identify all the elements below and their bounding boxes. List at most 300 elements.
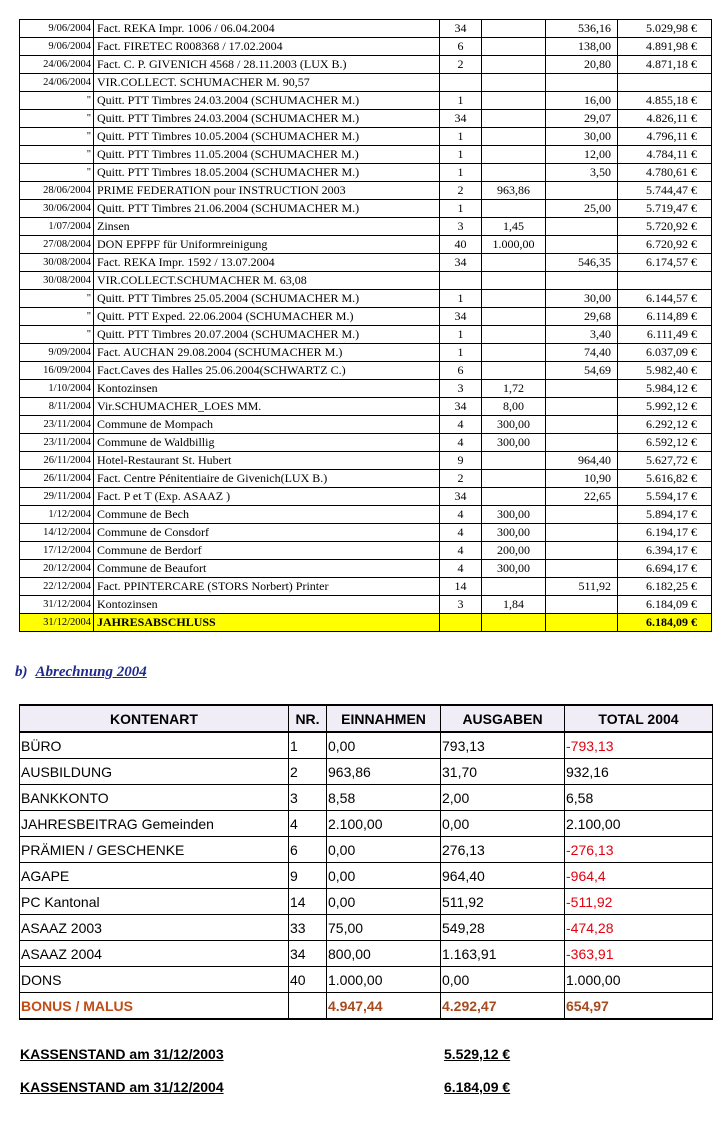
ledger-income xyxy=(482,38,546,56)
ledger-date: 30/08/2004 xyxy=(20,272,94,290)
table-row xyxy=(20,542,712,560)
ledger-income xyxy=(482,614,546,632)
ledger-description: VIR.COLLECT. SCHUMACHER M. 90,57 xyxy=(94,74,440,92)
ledger-description: Fact. AUCHAN 29.08.2004 (SCHUMACHER M.) xyxy=(94,344,440,362)
ledger-date: 9/09/2004 xyxy=(20,344,94,362)
table-row xyxy=(20,578,712,596)
ledger-balance: 5.984,12 € xyxy=(618,380,712,398)
summary-einnahmen: 0,00 xyxy=(327,889,441,915)
ledger-balance: 4.871,18 € xyxy=(618,56,712,74)
summary-einnahmen: 0,00 xyxy=(327,863,441,889)
summary-total: -964,4 xyxy=(565,863,713,889)
ledger-balance: 4.826,11 € xyxy=(618,110,712,128)
summary-nr: 33 xyxy=(289,915,327,941)
table-row xyxy=(20,488,712,506)
summary-kontenart: PRÄMIEN / GESCHENKE xyxy=(20,837,289,863)
ledger-description: Fact.Caves des Halles 25.06.2004(SCHWARTZ C.) xyxy=(94,362,440,380)
ledger-description: Quitt. PTT Timbres 24.03.2004 (SCHUMACHER M.) xyxy=(94,92,440,110)
ledger-account-nr: 1 xyxy=(440,164,482,182)
ledger-description: Quitt. PTT Timbres 10.05.2004 (SCHUMACHER M.) xyxy=(94,128,440,146)
ledger-balance: 6.292,12 € xyxy=(618,416,712,434)
ledger-income xyxy=(482,146,546,164)
ledger-income xyxy=(482,200,546,218)
ledger-description: Vir.SCHUMACHER_LOES MM. xyxy=(94,398,440,416)
bonus-nr xyxy=(289,993,327,1020)
ledger-expense: 54,69 xyxy=(546,362,618,380)
table-row xyxy=(20,596,712,614)
ledger-date: 23/11/2004 xyxy=(20,434,94,452)
ledger-date: 29/11/2004 xyxy=(20,488,94,506)
kassenstand-value: 6.184,09 € xyxy=(444,1079,511,1095)
table-row xyxy=(20,74,712,92)
ledger-account-nr: 3 xyxy=(440,596,482,614)
ledger-expense xyxy=(546,236,618,254)
kassenstand-label: KASSENSTAND am 31/12/2004 xyxy=(20,1079,224,1095)
ledger-description: Hotel-Restaurant St. Hubert xyxy=(94,452,440,470)
ledger-balance: 5.982,40 € xyxy=(618,362,712,380)
ledger-expense: 30,00 xyxy=(546,290,618,308)
ledger-income xyxy=(482,344,546,362)
ledger-description: JAHRESABSCHLUSS xyxy=(94,614,440,632)
ledger-income xyxy=(482,470,546,488)
ledger-account-nr: 40 xyxy=(440,236,482,254)
ledger-balance: 6.144,57 € xyxy=(618,290,712,308)
ledger-expense: 536,16 xyxy=(546,20,618,38)
ledger-income xyxy=(482,164,546,182)
ledger-expense xyxy=(546,614,618,632)
ledger-income: 1,45 xyxy=(482,218,546,236)
ledger-date: " xyxy=(20,110,94,128)
summary-einnahmen: 0,00 xyxy=(327,732,441,759)
table-row xyxy=(20,811,713,837)
ledger-balance: 5.720,92 € xyxy=(618,218,712,236)
ledger-income xyxy=(482,578,546,596)
ledger-date: 30/06/2004 xyxy=(20,200,94,218)
ledger-description: Quitt. PTT Exped. 22.06.2004 (SCHUMACHER M.) xyxy=(94,308,440,326)
ledger-date: 27/08/2004 xyxy=(20,236,94,254)
ledger-expense xyxy=(546,416,618,434)
ledger-expense: 30,00 xyxy=(546,128,618,146)
ledger-description: Commune de Mompach xyxy=(94,416,440,434)
bonus-kontenart: BONUS / MALUS xyxy=(20,993,289,1020)
kassenstand-2003 xyxy=(20,1046,511,1062)
ledger-closing-row xyxy=(20,614,712,632)
ledger-date: 31/12/2004 xyxy=(20,596,94,614)
ledger-income xyxy=(482,128,546,146)
ledger-balance: 6.592,12 € xyxy=(618,434,712,452)
ledger-date: 20/12/2004 xyxy=(20,560,94,578)
ledger-date: " xyxy=(20,290,94,308)
table-row xyxy=(20,506,712,524)
summary-total: -793,13 xyxy=(565,732,713,759)
summary-einnahmen: 1.000,00 xyxy=(327,967,441,993)
ledger-income: 300,00 xyxy=(482,434,546,452)
summary-total: 2.100,00 xyxy=(565,811,713,837)
ledger-balance: 6.694,17 € xyxy=(618,560,712,578)
ledger-date: 31/12/2004 xyxy=(20,614,94,632)
ledger-description: Fact. Centre Pénitentiaire de Givenich(LUX B.) xyxy=(94,470,440,488)
summary-total: -363,91 xyxy=(565,941,713,967)
kassenstand-value: 5.529,12 € xyxy=(444,1046,511,1062)
ledger-account-nr: 2 xyxy=(440,182,482,200)
ledger-date: 16/09/2004 xyxy=(20,362,94,380)
ledger-balance: 4.855,18 € xyxy=(618,92,712,110)
table-row xyxy=(20,915,713,941)
ledger-description: Quitt. PTT Timbres 20.07.2004 (SCHUMACHER M.) xyxy=(94,326,440,344)
kassenstand-label: KASSENSTAND am 31/12/2003 xyxy=(20,1046,224,1062)
ledger-income: 300,00 xyxy=(482,506,546,524)
summary-kontenart: JAHRESBEITRAG Gemeinden xyxy=(20,811,289,837)
ledger-balance: 4.780,61 € xyxy=(618,164,712,182)
ledger-date: 30/08/2004 xyxy=(20,254,94,272)
section-heading xyxy=(15,664,147,681)
table-row xyxy=(20,416,712,434)
summary-ausgaben: 1.163,91 xyxy=(441,941,565,967)
summary-kontenart: ASAAZ 2003 xyxy=(20,915,289,941)
summary-nr: 1 xyxy=(289,732,327,759)
table-row xyxy=(20,524,712,542)
ledger-description: Commune de Berdorf xyxy=(94,542,440,560)
bonus-einnahmen: 4.947,44 xyxy=(327,993,441,1020)
ledger-date: " xyxy=(20,326,94,344)
ledger-date: 9/06/2004 xyxy=(20,38,94,56)
table-row xyxy=(20,344,712,362)
ledger-description: Quitt. PTT Timbres 18.05.2004 (SCHUMACHER M.) xyxy=(94,164,440,182)
table-row xyxy=(20,889,713,915)
ledger-balance: 5.594,17 € xyxy=(618,488,712,506)
ledger-account-nr: 1 xyxy=(440,200,482,218)
ledger-table xyxy=(19,19,712,632)
ledger-income xyxy=(482,110,546,128)
ledger-description: Quitt. PTT Timbres 25.05.2004 (SCHUMACHER M.) xyxy=(94,290,440,308)
ledger-account-nr: 3 xyxy=(440,218,482,236)
summary-kontenart: ASAAZ 2004 xyxy=(20,941,289,967)
table-row xyxy=(20,254,712,272)
ledger-account-nr xyxy=(440,272,482,290)
ledger-balance: 6.182,25 € xyxy=(618,578,712,596)
ledger-account-nr: 4 xyxy=(440,416,482,434)
ledger-balance: 6.184,09 € xyxy=(618,614,712,632)
summary-einnahmen: 2.100,00 xyxy=(327,811,441,837)
table-row xyxy=(20,434,712,452)
ledger-expense: 3,40 xyxy=(546,326,618,344)
table-row xyxy=(20,560,712,578)
ledger-income xyxy=(482,56,546,74)
ledger-account-nr: 6 xyxy=(440,362,482,380)
table-row xyxy=(20,56,712,74)
ledger-description: Quitt. PTT Timbres 24.03.2004 (SCHUMACHER M.) xyxy=(94,110,440,128)
ledger-income xyxy=(482,92,546,110)
table-row xyxy=(20,967,713,993)
ledger-income: 1.000,00 xyxy=(482,236,546,254)
section-marker: b) xyxy=(15,664,28,680)
ledger-balance: 5.894,17 € xyxy=(618,506,712,524)
ledger-date: " xyxy=(20,92,94,110)
summary-kontenart: AGAPE xyxy=(20,863,289,889)
ledger-expense xyxy=(546,506,618,524)
ledger-balance: 5.744,47 € xyxy=(618,182,712,200)
table-row xyxy=(20,837,713,863)
summary-einnahmen: 963,86 xyxy=(327,759,441,785)
ledger-description: Fact. REKA Impr. 1006 / 06.04.2004 xyxy=(94,20,440,38)
table-row xyxy=(20,20,712,38)
table-row xyxy=(20,290,712,308)
ledger-balance: 6.720,92 € xyxy=(618,236,712,254)
table-row xyxy=(20,164,712,182)
ledger-expense xyxy=(546,398,618,416)
ledger-balance: 5.719,47 € xyxy=(618,200,712,218)
summary-ausgaben: 549,28 xyxy=(441,915,565,941)
table-row xyxy=(20,110,712,128)
summary-nr: 14 xyxy=(289,889,327,915)
ledger-expense: 20,80 xyxy=(546,56,618,74)
kassenstand-2004 xyxy=(20,1079,511,1095)
ledger-balance: 5.992,12 € xyxy=(618,398,712,416)
summary-ausgaben: 0,00 xyxy=(441,811,565,837)
ledger-income xyxy=(482,362,546,380)
ledger-account-nr xyxy=(440,74,482,92)
ledger-balance: 5.616,82 € xyxy=(618,470,712,488)
ledger-account-nr: 6 xyxy=(440,38,482,56)
ledger-account-nr: 1 xyxy=(440,128,482,146)
ledger-expense xyxy=(546,74,618,92)
ledger-balance: 6.174,57 € xyxy=(618,254,712,272)
ledger-account-nr: 4 xyxy=(440,560,482,578)
ledger-account-nr: 34 xyxy=(440,254,482,272)
ledger-expense: 546,35 xyxy=(546,254,618,272)
ledger-income: 200,00 xyxy=(482,542,546,560)
ledger-account-nr: 34 xyxy=(440,110,482,128)
ledger-account-nr: 3 xyxy=(440,380,482,398)
ledger-account-nr: 1 xyxy=(440,146,482,164)
ledger-account-nr: 9 xyxy=(440,452,482,470)
ledger-date: 23/11/2004 xyxy=(20,416,94,434)
table-row xyxy=(20,398,712,416)
ledger-description: Quitt. PTT Timbres 21.06.2004 (SCHUMACHER M.) xyxy=(94,200,440,218)
header-ausgaben: AUSGABEN xyxy=(441,705,565,732)
ledger-date: " xyxy=(20,164,94,182)
ledger-expense xyxy=(546,596,618,614)
section-title: Abrechnung 2004 xyxy=(35,664,147,680)
summary-total: 1.000,00 xyxy=(565,967,713,993)
summary-body xyxy=(20,732,713,1019)
summary-einnahmen: 0,00 xyxy=(327,837,441,863)
ledger-expense xyxy=(546,524,618,542)
ledger-account-nr: 1 xyxy=(440,92,482,110)
ledger-income: 1,72 xyxy=(482,380,546,398)
ledger-account-nr: 4 xyxy=(440,506,482,524)
table-row xyxy=(20,272,712,290)
bonus-malus-row xyxy=(20,993,713,1020)
ledger-balance: 5.627,72 € xyxy=(618,452,712,470)
bonus-ausgaben: 4.292,47 xyxy=(441,993,565,1020)
ledger-expense xyxy=(546,218,618,236)
ledger-expense xyxy=(546,560,618,578)
summary-kontenart: DONS xyxy=(20,967,289,993)
table-row xyxy=(20,941,713,967)
ledger-date: 26/11/2004 xyxy=(20,452,94,470)
ledger-balance: 5.029,98 € xyxy=(618,20,712,38)
ledger-date: " xyxy=(20,146,94,164)
ledger-account-nr: 34 xyxy=(440,398,482,416)
table-row xyxy=(20,362,712,380)
table-row xyxy=(20,128,712,146)
summary-nr: 34 xyxy=(289,941,327,967)
summary-total: 6,58 xyxy=(565,785,713,811)
ledger-description: Commune de Waldbillig xyxy=(94,434,440,452)
ledger-description: Fact. P et T (Exp. ASAAZ ) xyxy=(94,488,440,506)
summary-ausgaben: 511,92 xyxy=(441,889,565,915)
ledger-expense: 74,40 xyxy=(546,344,618,362)
summary-header-row xyxy=(20,705,713,732)
ledger-date: " xyxy=(20,308,94,326)
ledger-account-nr: 34 xyxy=(440,488,482,506)
table-row xyxy=(20,470,712,488)
ledger-income xyxy=(482,326,546,344)
ledger-income xyxy=(482,74,546,92)
summary-nr: 6 xyxy=(289,837,327,863)
ledger-expense: 12,00 xyxy=(546,146,618,164)
ledger-description: Zinsen xyxy=(94,218,440,236)
summary-total: -474,28 xyxy=(565,915,713,941)
bonus-total: 654,97 xyxy=(565,993,713,1020)
ledger-expense xyxy=(546,434,618,452)
ledger-expense xyxy=(546,272,618,290)
ledger-account-nr: 2 xyxy=(440,56,482,74)
ledger-description: Commune de Consdorf xyxy=(94,524,440,542)
ledger-account-nr: 1 xyxy=(440,326,482,344)
summary-kontenart: PC Kantonal xyxy=(20,889,289,915)
header-nr: NR. xyxy=(289,705,327,732)
ledger-income: 300,00 xyxy=(482,560,546,578)
ledger-account-nr: 4 xyxy=(440,434,482,452)
ledger-account-nr xyxy=(440,614,482,632)
ledger-expense xyxy=(546,182,618,200)
table-row xyxy=(20,785,713,811)
table-row xyxy=(20,236,712,254)
ledger-income xyxy=(482,254,546,272)
ledger-balance: 6.394,17 € xyxy=(618,542,712,560)
ledger-income: 1,84 xyxy=(482,596,546,614)
ledger-income: 963,86 xyxy=(482,182,546,200)
ledger-description: Fact. PPINTERCARE (STORS Norbert) Printer xyxy=(94,578,440,596)
ledger-account-nr: 4 xyxy=(440,542,482,560)
ledger-date: 24/06/2004 xyxy=(20,56,94,74)
table-row xyxy=(20,326,712,344)
header-einnahmen: EINNAHMEN xyxy=(327,705,441,732)
summary-einnahmen: 8,58 xyxy=(327,785,441,811)
summary-ausgaben: 0,00 xyxy=(441,967,565,993)
ledger-date: 17/12/2004 xyxy=(20,542,94,560)
ledger-balance xyxy=(618,272,712,290)
ledger-date: 1/10/2004 xyxy=(20,380,94,398)
summary-ausgaben: 964,40 xyxy=(441,863,565,889)
ledger-account-nr: 1 xyxy=(440,290,482,308)
ledger-account-nr: 4 xyxy=(440,524,482,542)
ledger-income: 300,00 xyxy=(482,524,546,542)
ledger-income: 8,00 xyxy=(482,398,546,416)
ledger-balance: 4.784,11 € xyxy=(618,146,712,164)
ledger-date: 8/11/2004 xyxy=(20,398,94,416)
ledger-expense: 3,50 xyxy=(546,164,618,182)
ledger-description: PRIME FEDERATION pour INSTRUCTION 2003 xyxy=(94,182,440,200)
ledger-income xyxy=(482,290,546,308)
table-row xyxy=(20,182,712,200)
ledger-balance: 4.891,98 € xyxy=(618,38,712,56)
ledger-description: VIR.COLLECT.SCHUMACHER M. 63,08 xyxy=(94,272,440,290)
ledger-date: 9/06/2004 xyxy=(20,20,94,38)
ledger-expense: 10,90 xyxy=(546,470,618,488)
table-row xyxy=(20,146,712,164)
ledger-description: Quitt. PTT Timbres 11.05.2004 (SCHUMACHER M.) xyxy=(94,146,440,164)
summary-ausgaben: 793,13 xyxy=(441,732,565,759)
ledger-expense: 25,00 xyxy=(546,200,618,218)
ledger-expense: 964,40 xyxy=(546,452,618,470)
ledger-expense: 29,07 xyxy=(546,110,618,128)
table-row xyxy=(20,380,712,398)
ledger-date: 14/12/2004 xyxy=(20,524,94,542)
ledger-balance: 6.111,49 € xyxy=(618,326,712,344)
summary-ausgaben: 276,13 xyxy=(441,837,565,863)
table-row xyxy=(20,759,713,785)
ledger-description: Fact. C. P. GIVENICH 4568 / 28.11.2003 (LUX B.) xyxy=(94,56,440,74)
ledger-balance xyxy=(618,74,712,92)
ledger-description: Fact. FIRETEC R008368 / 17.02.2004 xyxy=(94,38,440,56)
ledger-description: DON EPFPF für Uniformreinigung xyxy=(94,236,440,254)
table-row xyxy=(20,92,712,110)
ledger-income: 300,00 xyxy=(482,416,546,434)
ledger-description: Commune de Bech xyxy=(94,506,440,524)
ledger-date: 28/06/2004 xyxy=(20,182,94,200)
ledger-date: 1/12/2004 xyxy=(20,506,94,524)
ledger-income xyxy=(482,488,546,506)
ledger-description: Commune de Beaufort xyxy=(94,560,440,578)
summary-ausgaben: 2,00 xyxy=(441,785,565,811)
ledger-expense xyxy=(546,542,618,560)
ledger-balance: 6.194,17 € xyxy=(618,524,712,542)
summary-kontenart: AUSBILDUNG xyxy=(20,759,289,785)
ledger-description: Kontozinsen xyxy=(94,596,440,614)
ledger-expense: 16,00 xyxy=(546,92,618,110)
ledger-balance: 4.796,11 € xyxy=(618,128,712,146)
ledger-balance: 6.114,89 € xyxy=(618,308,712,326)
ledger-date: " xyxy=(20,128,94,146)
ledger-date: 22/12/2004 xyxy=(20,578,94,596)
table-row xyxy=(20,200,712,218)
ledger-income xyxy=(482,20,546,38)
header-total: TOTAL 2004 xyxy=(565,705,713,732)
summary-total: 932,16 xyxy=(565,759,713,785)
summary-nr: 4 xyxy=(289,811,327,837)
ledger-expense: 29,68 xyxy=(546,308,618,326)
ledger-account-nr: 2 xyxy=(440,470,482,488)
ledger-expense: 138,00 xyxy=(546,38,618,56)
ledger-income xyxy=(482,308,546,326)
table-row xyxy=(20,452,712,470)
header-kontenart: KONTENART xyxy=(20,705,289,732)
ledger-account-nr: 34 xyxy=(440,20,482,38)
ledger-balance: 6.037,09 € xyxy=(618,344,712,362)
ledger-description: Kontozinsen xyxy=(94,380,440,398)
summary-table xyxy=(19,704,713,1020)
summary-kontenart: BANKKONTO xyxy=(20,785,289,811)
ledger-balance: 6.184,09 € xyxy=(618,596,712,614)
ledger-date: 26/11/2004 xyxy=(20,470,94,488)
summary-kontenart: BÜRO xyxy=(20,732,289,759)
summary-nr: 40 xyxy=(289,967,327,993)
ledger-description: Fact. REKA Impr. 1592 / 13.07.2004 xyxy=(94,254,440,272)
table-row xyxy=(20,38,712,56)
